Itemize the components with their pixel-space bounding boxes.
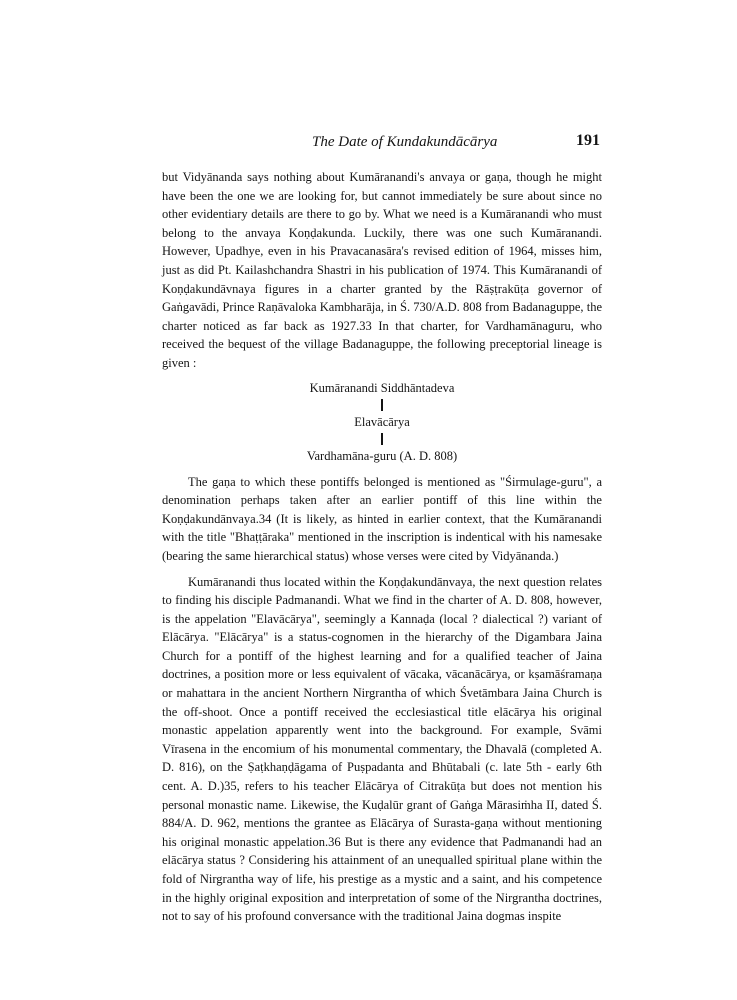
paragraph-1	[162, 168, 602, 373]
lineage-kumaranandi: Kumāranandi Siddhāntadeva	[309, 380, 455, 395]
body-text	[162, 168, 602, 926]
paragraph-3-text: Kumāranandi thus located within the Koṇḍakundānvaya, the next question relates to finding his disciple Padmanandi. What we find in the charter of A. D. 808, however, is the appelation "Elavācārya", seemingly a Kannaḍa (local ? dialectical ?) variant of Elācārya. "Elācārya" is a status-cognomen in the hierarchy of the Digambara Jaina Church for a pontiff of the highest learning and for a qualified teacher of Jaina doctrines, a position more or less equivalent of vācaka, vācanācārya, or kṣamāśramaṇa or mahattara in the ancient Northern Nirgrantha of which Śvetāmbara Jaina Church is the off-shoot. Once a pontiff received the ecclesiastical title elācārya his original monastic appelation apparently went into the background. For example, Svāmi Vīrasena in the encomium of his monumental commentary, the Dhavalā (completed A. D. 816), on the Ṣaṭkhaṇḍāgama of Puṣpadanta and Bhūtabali (c. late 5th - early 6th cent. A. D.)35, refers to his teacher Elācārya of Citrakūṭa but does not mention his personal monastic name. Likewise, the Kuḍalūr grant of Gaṅga Mārasiṁha II, dated Ś. 884/A. D. 962, mentions the grantee as Elācārya of Surasta-gaṇa without mentioning his original monastic appelation.36 But is there any evidence that Padmanandi had an elācārya status ? Considering his attainment of an unequalled spiritual plane within the fold of Nirgrantha way of life, his prestige as a mystic and a saint, and his competence in the highly original exposition and interpretation of some of the Nirgrantha doctrines, not to say of his profound conversance with the traditional Jaina dogmas inspite	[162, 574, 602, 924]
paragraph-1-text: but Vidyānanda says nothing about Kumāranandi's anvaya or gaṇa, though he might have been the one we are looking for, but cannot immediately be sure about since no other evidentiary details are there to go by. What we need is a Kumāranandi who must belong to the anvaya Koṇḍakunda. Luckily, there was one such Kumāranandi. However, Upadhye, even in his Pravacanasāra's revised edition of 1964, misses him, just as did Pt. Kailashchandra Shastri in his publication of 1974. This Kumāranandi of Koṇḍakundāvnaya figures in a charter granted by the Rāṣṭrakūṭa governor of Gaṅgavādi, Prince Raṇāvaloka Kambharāja, in Ś. 730/A.D. 808 from Badanaguppe, the charter noticed as far back as 1927.33 In that charter, for Vardhamānaguru, who received the bequest of the village Badanaguppe, the following preceptorial lineage is given :	[162, 170, 602, 370]
page-header	[160, 132, 600, 154]
paragraph-2-text: The gaṇa to which these pontiffs belonged is mentioned as "Śirmulage-guru", a denomination perhaps taken after an earlier pontiff of this line within the Koṇḍakundānvaya.34 (It is likely, as hinted in earlier context, that the Kumāranandi with the title "Bhaṭṭāraka" mentioned in the inscription is indentical with his namesake (bearing the same hierarchical status) whose verses were cited by Vidyānanda.)	[162, 474, 602, 563]
page-number: 191	[576, 132, 600, 149]
lineage-elavacarya: Elavācārya	[354, 414, 410, 429]
running-title: The Date of Kundakundācārya	[312, 134, 498, 150]
preceptorial-lineage	[162, 379, 602, 465]
paragraph-2	[162, 473, 602, 566]
lineage-vardhamana-guru: Vardhamāna-guru (A. D. 808)	[306, 448, 458, 463]
lineage-connector-line	[381, 399, 383, 411]
paragraph-3	[162, 573, 602, 926]
lineage-connector-line	[381, 433, 383, 445]
